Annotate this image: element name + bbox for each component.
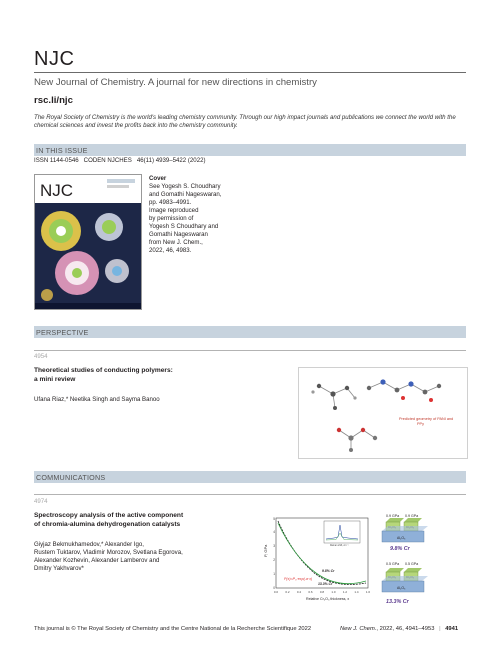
- article-title[interactable]: [34, 512, 183, 529]
- block-schematic[interactable]: [378, 512, 468, 608]
- article-title-line: of chromia-alumina dehydrogenation catalysts: [34, 520, 181, 528]
- cover-line: Image reproduced: [149, 207, 199, 214]
- journal-link[interactable]: rsc.li/njc: [34, 95, 73, 106]
- article-authors: Ufana Riaz,* Neetika Singh and Sayma Banoo: [34, 396, 160, 403]
- cover-heading: Cover: [149, 175, 167, 182]
- footer-volume: , 2022, 46, 4941–4953: [376, 626, 435, 632]
- pressure-label: 0.9 GPa: [405, 514, 419, 518]
- cover-line: Yogesh S Choudhary and: [149, 223, 219, 230]
- inset-x-label: Raman shift, cm⁻¹: [330, 545, 349, 547]
- base-label: Al₂O₃: [397, 586, 406, 590]
- x-tick: 1.0: [331, 590, 336, 594]
- cover-line: and Gomathi Nageswaran,: [149, 191, 222, 198]
- cover-line: from New J. Chem.,: [149, 239, 203, 246]
- formula: P(x)=P₀·exp(-α·x): [284, 577, 313, 581]
- base-label: Al₂O₃: [397, 536, 406, 540]
- header-rule: [34, 72, 466, 73]
- footer-copyright: This journal is © The Royal Society of Chemistry and the Centre National de la Recherche Scientifique 2022: [34, 626, 312, 632]
- author-line: Giyjaz Bekmukhamedov,* Alexander Igo,: [34, 541, 144, 548]
- perspective-band: [34, 326, 466, 338]
- society-blurb: The Royal Society of Chemistry is the world's leading chemistry community. Through our high impact journals and publications we connect the world with the chemical sciences and invest the profits back into the chemistry community.: [34, 114, 456, 129]
- article-title-line: a mini review: [34, 375, 76, 383]
- journal-title: NJC: [34, 48, 75, 70]
- pressure-plot: [262, 513, 372, 603]
- y-tick: 2: [273, 558, 275, 562]
- article-title[interactable]: [34, 367, 173, 384]
- cover-line: See Yogesh S. Choudhary: [149, 183, 221, 190]
- article-title-line: Spectroscopy analysis of the active component: [34, 512, 184, 519]
- author-line: Rustem Tuktarov, Vladimir Morozov, Svetlana Egorova,: [34, 549, 183, 556]
- caption-13-3: 13.3% Cr: [386, 599, 409, 605]
- communications-band: [34, 471, 466, 483]
- figure-label-line: PPy: [417, 422, 424, 426]
- pressure-label: 0.9 GPa: [386, 514, 400, 518]
- author-line: Dmitry Yakhvarov*: [34, 565, 84, 572]
- cover-line: by permission of: [149, 215, 194, 222]
- y-tick: 5: [273, 517, 275, 521]
- article-number: 4954: [34, 353, 48, 360]
- x-tick: 0.0: [273, 590, 279, 594]
- y-tick: 1: [273, 572, 275, 576]
- issn-line: ISSN 1144-0546 CODEN NJCHES 46(11) 4939–5422 (2022): [34, 157, 206, 164]
- cover-logo: NJC: [40, 181, 74, 200]
- journal-subtitle: New Journal of Chemistry. A journal for new directions in chemistry: [34, 77, 317, 88]
- label-13-3: 13.3% Cr: [318, 582, 333, 586]
- block-figure: [378, 512, 468, 608]
- cover-line: pp. 4983–4991.: [149, 199, 192, 206]
- pressure-label: 0.5 GPa: [405, 562, 419, 566]
- cover-line: 2022, 46, 4983.: [149, 247, 192, 254]
- communications-heading: COMMUNICATIONS: [36, 472, 106, 482]
- footer-citation: [340, 626, 458, 632]
- author-line: Alexander Kozhevin, Alexander Lamberov and: [34, 557, 160, 564]
- caption-9-8: 9.8% Cr: [390, 546, 410, 552]
- section-rule: [34, 494, 466, 495]
- in-this-issue-band: [34, 144, 466, 156]
- label-9-8: 9.8% Cr: [322, 569, 335, 573]
- y-tick: 0: [273, 586, 275, 590]
- in-this-issue-heading: IN THIS ISSUE: [36, 145, 88, 155]
- article-number: 4974: [34, 498, 48, 505]
- pressure-label: 0.5 GPa: [386, 562, 400, 566]
- cover-line: Gomathi Nageswaran: [149, 231, 208, 238]
- footer-journal: New J. Chem.: [340, 626, 377, 632]
- perspective-graphic[interactable]: [298, 367, 468, 459]
- x-tick: 0.4: [296, 590, 302, 594]
- cover-image[interactable]: [34, 174, 142, 310]
- figure-label-line: Predicted geometry of PANI and: [399, 417, 454, 421]
- y-tick: 4: [273, 530, 275, 534]
- section-rule: [34, 350, 466, 351]
- cover-description: [149, 175, 269, 255]
- pressure-graph[interactable]: [262, 513, 372, 603]
- x-tick: 1.6: [365, 590, 371, 594]
- x-tick: 1.4: [354, 590, 359, 594]
- x-tick: 0.8: [319, 590, 325, 594]
- molecule-figure: [299, 368, 467, 458]
- x-axis-label: Relative Cr₂O₃ thickness, x: [306, 597, 350, 601]
- x-tick: 1.2: [342, 590, 348, 594]
- article-title-line: Theoretical studies of conducting polymers:: [34, 367, 173, 374]
- x-tick: 0.2: [285, 590, 290, 594]
- cover-artwork: [35, 175, 141, 309]
- y-axis-label: P, GPa: [263, 544, 268, 557]
- footer-separator: |: [439, 626, 441, 632]
- perspective-heading: PERSPECTIVE: [36, 327, 89, 337]
- y-tick: 3: [273, 544, 275, 548]
- page-number: 4941: [445, 626, 459, 632]
- article-authors: [34, 541, 183, 573]
- x-tick: 0.6: [308, 590, 313, 594]
